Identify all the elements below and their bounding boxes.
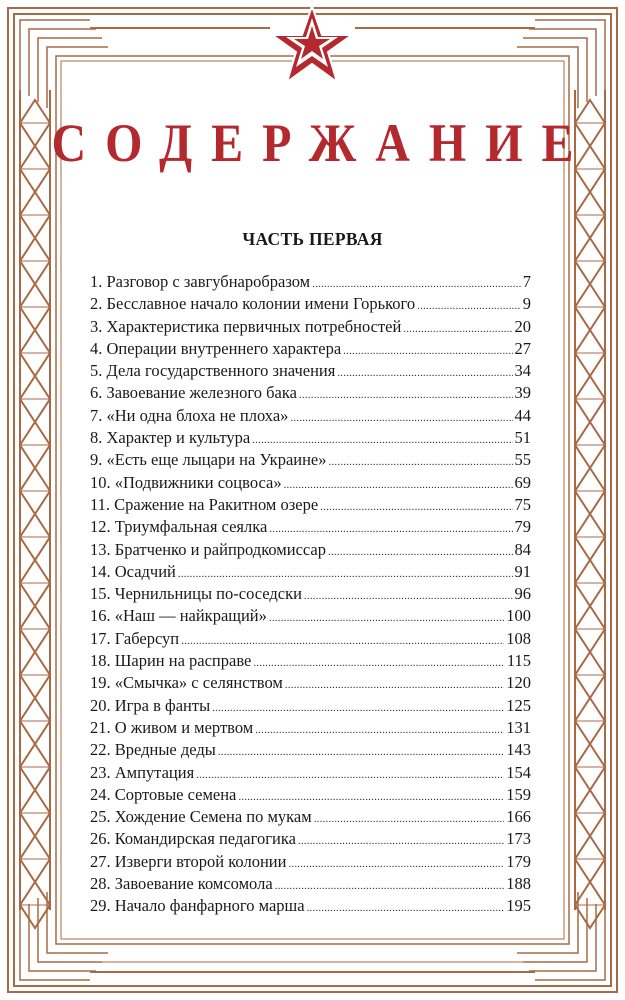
- toc-entry: [90, 717, 531, 739]
- page-title: СОДЕРЖАНИЕ: [51, 113, 593, 174]
- toc-leader-dots: [178, 563, 513, 585]
- toc-leader-dots: [328, 541, 512, 563]
- toc-leader-dots: [329, 451, 513, 473]
- toc-entry-title: 16. «Наш — найкращий»: [90, 606, 267, 626]
- toc-leader-dots: [290, 407, 512, 429]
- toc-entry-page: 75: [514, 494, 531, 514]
- toc-entry-page: 125: [506, 695, 531, 715]
- toc-entry-page: 166: [506, 807, 531, 827]
- toc-entry-title: 1. Разговор с завгубнаробразом: [90, 272, 311, 291]
- toc-entry-title: 22. Вредные деды: [90, 740, 216, 760]
- toc-entry-page: 120: [506, 673, 531, 693]
- toc-entry-title: 9. «Есть еще лыцари на Украине»: [90, 450, 327, 470]
- toc-entry: [90, 851, 531, 873]
- toc-leader-dots: [298, 830, 504, 852]
- toc-entry-page: 84: [514, 539, 531, 559]
- toc-entry: [90, 449, 531, 471]
- toc-leader-dots: [196, 764, 504, 786]
- toc-leader-dots: [312, 273, 521, 295]
- toc-entry: [90, 762, 531, 784]
- toc-entry-page: 159: [506, 784, 531, 804]
- toc-entry: [90, 695, 531, 717]
- toc-entry: [90, 650, 531, 672]
- toc-entry-page: 9: [522, 294, 531, 314]
- toc-entry: [90, 494, 531, 516]
- toc-entry-page: 173: [506, 829, 531, 849]
- toc-entry-page: 108: [506, 628, 531, 648]
- toc-entry-title: 25. Хождение Семена по мукам: [90, 807, 312, 827]
- toc-entry-title: 14. Осадчий: [90, 561, 176, 581]
- toc-leader-dots: [314, 808, 505, 830]
- toc-leader-dots: [252, 429, 512, 451]
- toc-leader-dots: [288, 853, 504, 875]
- toc-entry: [90, 672, 531, 694]
- toc-entry-page: 69: [514, 472, 531, 492]
- toc-entry-title: 12. Триумфальная сеялка: [90, 517, 268, 537]
- toc-entry: [90, 360, 531, 382]
- toc-entry-page: 188: [506, 874, 531, 894]
- toc-entry: [90, 828, 531, 850]
- toc-entry: [90, 561, 531, 583]
- toc-entry-title: 19. «Смычка» с селянством: [90, 673, 283, 693]
- toc-entry-title: 7. «Ни одна блоха не плоха»: [90, 405, 289, 425]
- toc-entry-page: 179: [506, 851, 531, 871]
- toc-entry: [90, 873, 531, 895]
- toc-entry: [90, 806, 531, 828]
- toc-leader-dots: [307, 897, 505, 919]
- toc-entry-title: 8. Характер и культура: [90, 428, 251, 448]
- toc-leader-dots: [304, 585, 513, 607]
- toc-leader-dots: [299, 384, 513, 406]
- toc-entry-page: 27: [514, 338, 531, 358]
- toc-entry: [90, 293, 531, 315]
- star-icon: [272, 6, 352, 82]
- toc-entry: [90, 739, 531, 761]
- toc-entry-page: 20: [514, 316, 531, 336]
- toc-leader-dots: [320, 496, 512, 518]
- toc-leader-dots: [343, 340, 512, 362]
- toc-entry-title: 28. Завоевание комсомола: [90, 874, 273, 894]
- toc-entry-page: 195: [506, 896, 531, 916]
- table-of-contents: [90, 271, 531, 918]
- toc-entry-page: 51: [514, 428, 531, 448]
- toc-entry-title: 18. Шарин на расправе: [90, 651, 252, 671]
- toc-entry: [90, 405, 531, 427]
- toc-leader-dots: [337, 362, 512, 384]
- toc-entry: [90, 583, 531, 605]
- toc-leader-dots: [284, 474, 513, 496]
- toc-entry-title: 24. Сортовые семена: [90, 784, 237, 804]
- toc-entry-title: 20. Игра в фанты: [90, 695, 211, 715]
- toc-entry-title: 5. Дела государственного значения: [90, 361, 336, 381]
- toc-entry-title: 27. Изверги второй колонии: [90, 851, 287, 871]
- toc-entry-page: 100: [506, 606, 531, 626]
- toc-entry-title: 11. Сражение на Ракитном озере: [90, 494, 319, 514]
- toc-entry-title: 17. Габерсуп: [90, 628, 180, 648]
- toc-entry-title: 15. Чернильницы по-соседски: [90, 584, 302, 604]
- toc-entry-page: 44: [514, 405, 531, 425]
- toc-entry-title: 26. Командирская педагогика: [90, 829, 296, 849]
- toc-entry: [90, 427, 531, 449]
- toc-entry-title: 13. Братченко и райпродкомиссар: [90, 539, 327, 559]
- toc-leader-dots: [403, 318, 512, 340]
- toc-entry-title: 10. «Подвижники соцвоса»: [90, 472, 282, 492]
- toc-entry-title: 23. Ампутация: [90, 762, 195, 782]
- toc-entry-page: 39: [514, 383, 531, 403]
- toc-leader-dots: [275, 875, 505, 897]
- toc-entry: [90, 472, 531, 494]
- toc-leader-dots: [218, 741, 504, 763]
- toc-entry: [90, 628, 531, 650]
- toc-entry-page: 79: [514, 517, 531, 537]
- part-title: ЧАСТЬ ПЕРВАЯ: [242, 229, 383, 249]
- toc-entry-title: 29. Начало фанфарного марша: [90, 896, 305, 916]
- toc-entry-page: 91: [514, 561, 531, 581]
- toc-leader-dots: [269, 518, 512, 540]
- toc-entry-page: 143: [506, 740, 531, 760]
- toc-entry: [90, 338, 531, 360]
- toc-entry: [90, 516, 531, 538]
- toc-entry: [90, 539, 531, 561]
- toc-entry-page: 131: [506, 717, 531, 737]
- toc-entry: [90, 605, 531, 627]
- toc-leader-dots: [285, 674, 504, 696]
- toc-entry: [90, 271, 531, 293]
- toc-entry: [90, 784, 531, 806]
- toc-entry: [90, 316, 531, 338]
- toc-leader-dots: [253, 652, 505, 674]
- toc-leader-dots: [417, 295, 521, 317]
- toc-leader-dots: [212, 697, 504, 719]
- toc-entry-title: 4. Операции внутреннего характера: [90, 338, 342, 358]
- toc-entry-page: 34: [514, 361, 531, 381]
- toc-entry-page: 115: [506, 651, 531, 671]
- toc-entry-title: 3. Характеристика первичных потребностей: [90, 316, 402, 336]
- toc-entry-page: 55: [514, 450, 531, 470]
- toc-leader-dots: [181, 630, 504, 652]
- toc-leader-dots: [255, 719, 504, 741]
- toc-entry-title: 2. Бесславное начало колонии имени Горького: [90, 294, 416, 314]
- toc-entry-page: 96: [514, 584, 531, 604]
- toc-leader-dots: [269, 607, 504, 629]
- toc-entry-page: 154: [506, 762, 531, 782]
- toc-entry-page: 7: [522, 272, 531, 291]
- toc-entry-title: 6. Завоевание железного бака: [90, 383, 297, 403]
- toc-entry: [90, 382, 531, 404]
- toc-leader-dots: [238, 786, 504, 808]
- toc-entry: [90, 895, 531, 917]
- toc-entry-title: 21. О живом и мертвом: [90, 717, 254, 737]
